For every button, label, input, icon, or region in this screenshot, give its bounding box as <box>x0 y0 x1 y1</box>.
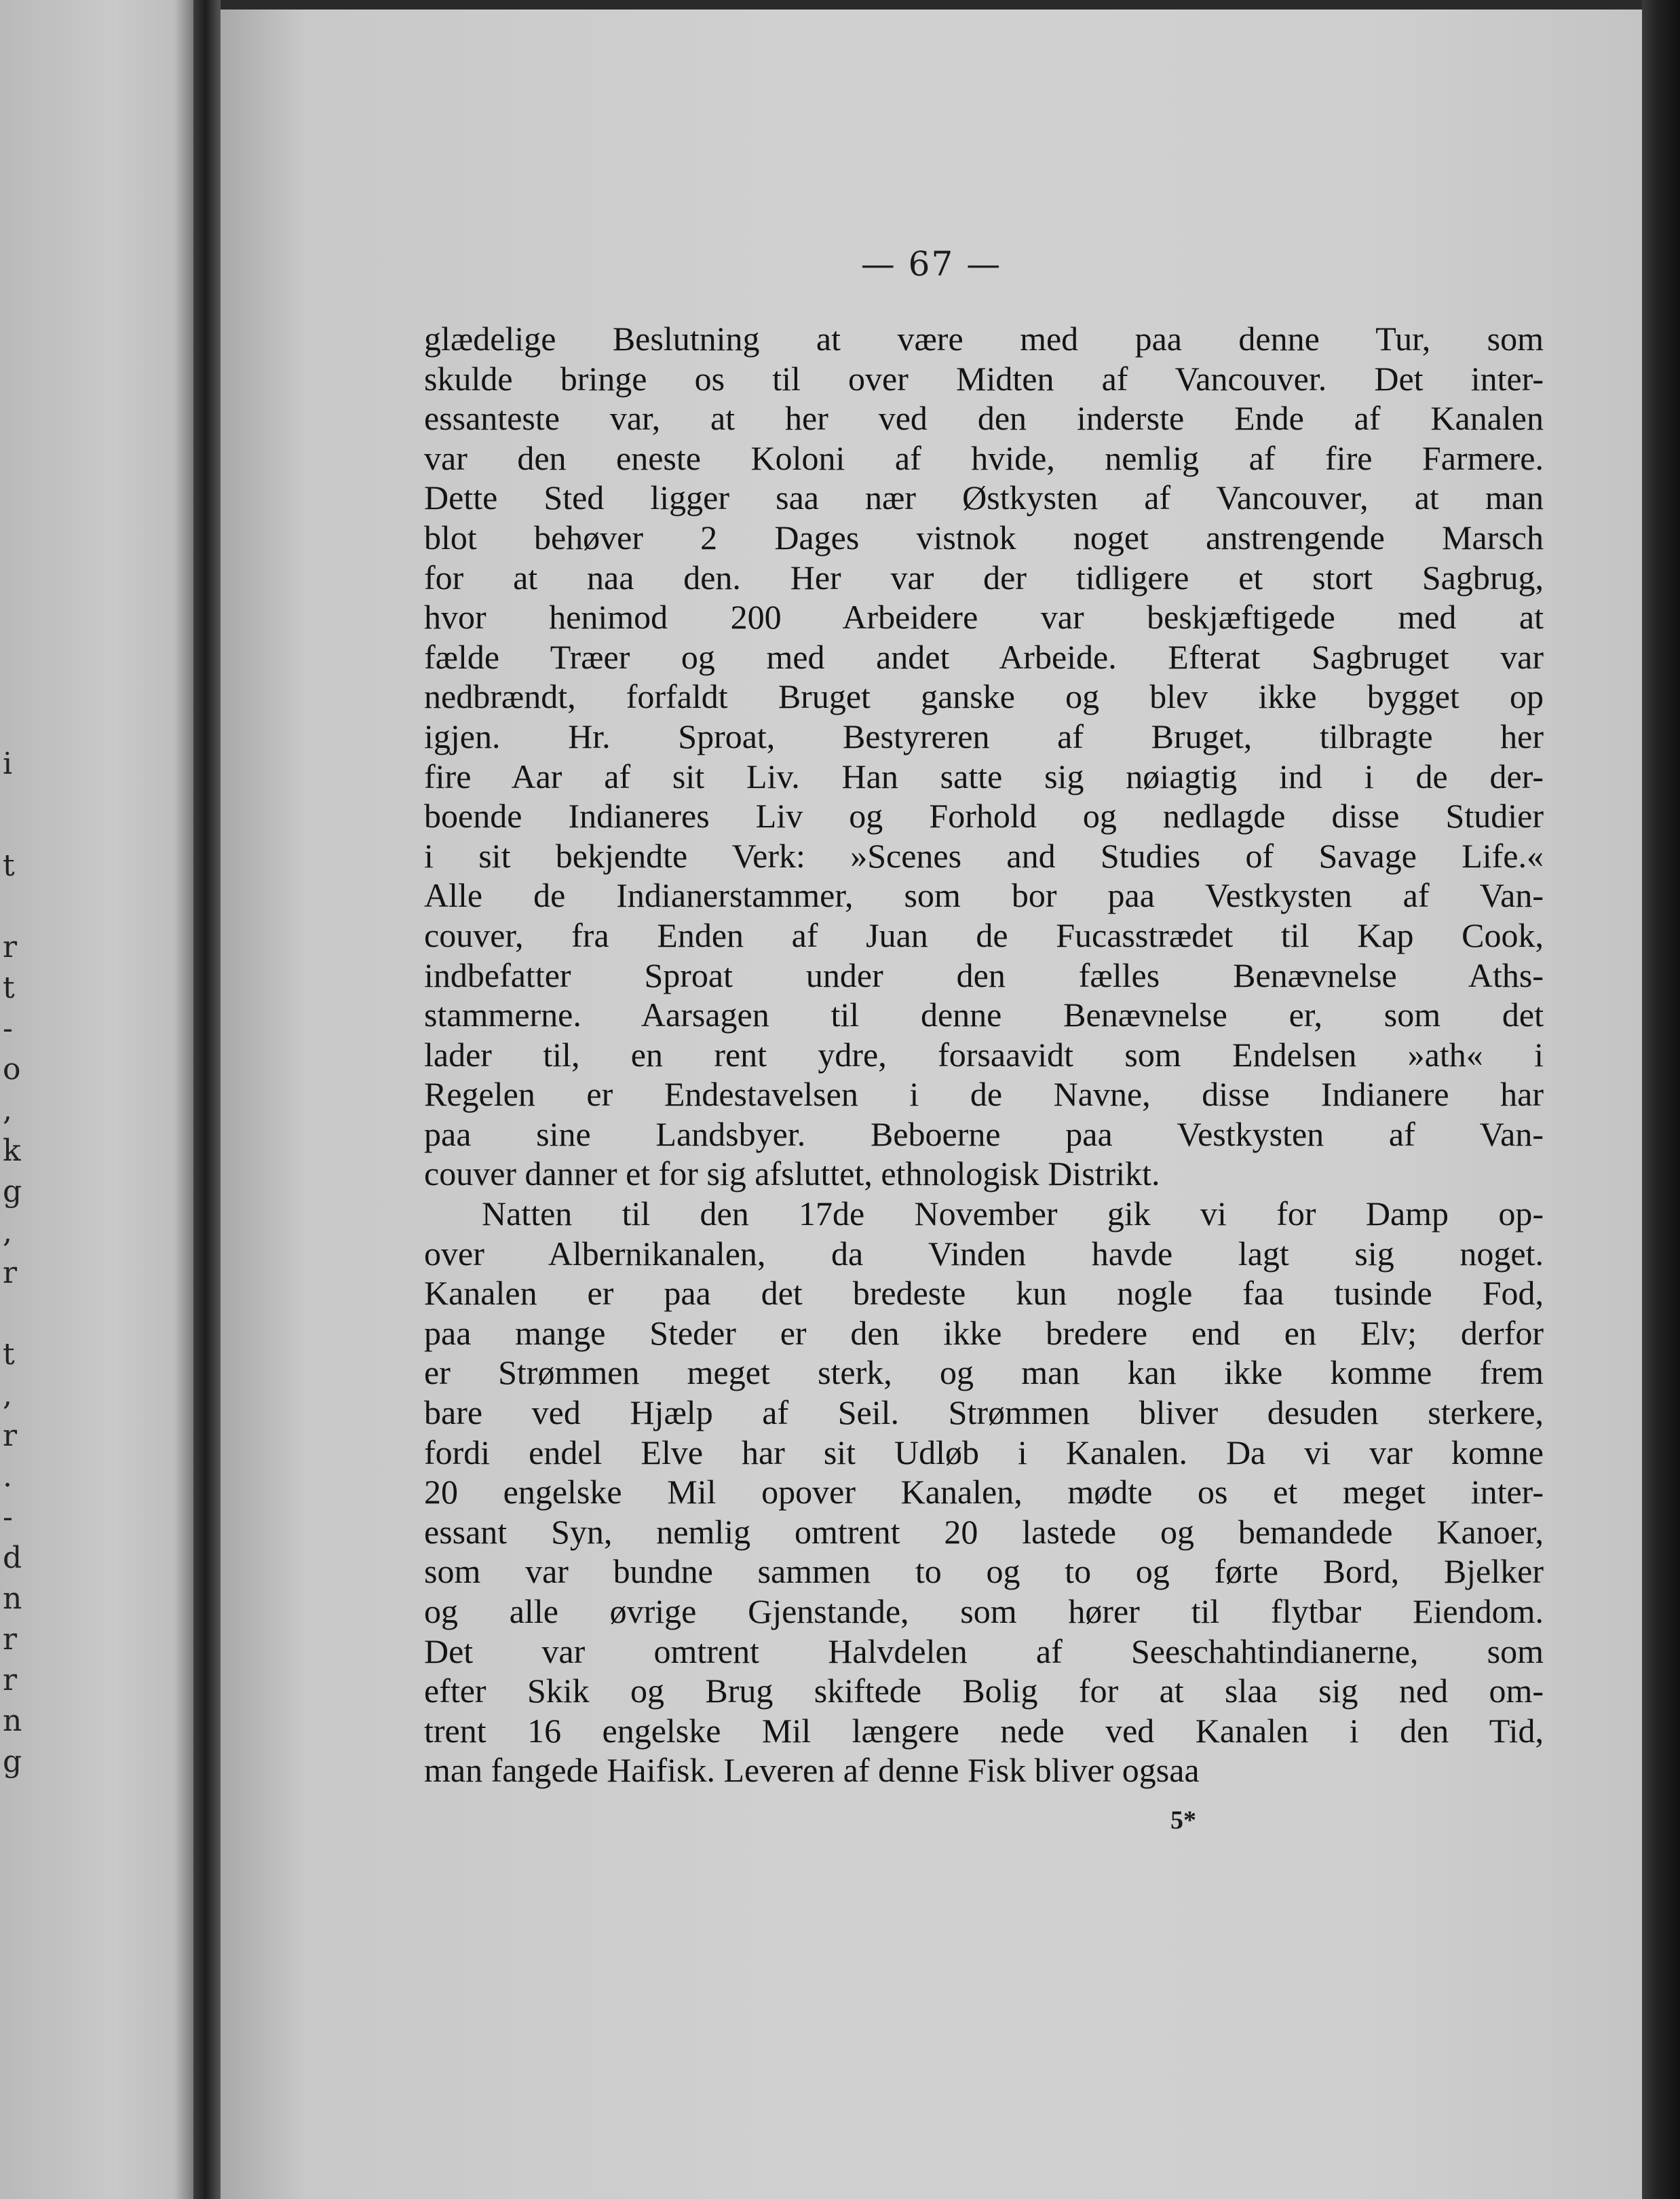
left-margin-char: o <box>3 1052 21 1087</box>
page-number: — 67 — <box>860 244 1002 284</box>
left-margin-char: i <box>3 747 13 781</box>
text-line: blot behøver 2 Dages vistnok noget anstrengende Marsch <box>424 518 1544 557</box>
left-margin-char: r <box>3 1622 18 1657</box>
text-line: essanteste var, at her ved den inderste Ende af Kanalen <box>424 399 1544 438</box>
text-line: trent 16 engelske Mil længere nede ved Kanalen i den Tid, <box>424 1711 1544 1750</box>
text-line: 20 engelske Mil opover Kanalen, mødte os et meget inter- <box>424 1473 1544 1511</box>
left-margin-char: , <box>3 1093 12 1127</box>
text-line: essant Syn, nemlig omtrent 20 lastede og bemandede Kanoer, <box>424 1512 1544 1551</box>
left-margin-char: t <box>3 1337 15 1372</box>
left-margin-char: . <box>3 1459 12 1494</box>
text-line: man fangede Haifisk. Leveren af denne Fisk bliver ogsaa <box>424 1751 1200 1790</box>
book-gutter <box>193 0 221 2199</box>
text-line: som var bundne sammen to og to og førte Bord, Bjelker <box>424 1552 1544 1591</box>
text-line: indbefatter Sproat under den fælles Benævnelse Aths- <box>424 956 1544 994</box>
text-line: couver, fra Enden af Juan de Fucasstrædet til Kap Cook, <box>424 916 1544 954</box>
text-line: paa mange Steder er den ikke bredere end en Elv; derfor <box>424 1313 1544 1352</box>
left-margin-char: - <box>3 1500 13 1535</box>
left-margin-char: d <box>3 1541 22 1575</box>
body-text <box>424 319 1544 1790</box>
page-top-edge <box>221 0 1642 10</box>
text-line: boende Indianeres Liv og Forhold og nedlagde disse Studier <box>424 797 1544 835</box>
left-margin-char: - <box>3 1011 13 1046</box>
text-line: paa sine Landsbyer. Beboerne paa Vestkysten af Van- <box>424 1114 1544 1153</box>
page-stack-edge <box>1642 0 1680 2199</box>
text-line: over Albernikanalen, da Vinden havde lagt sig noget. <box>424 1234 1544 1273</box>
text-line: couver danner et for sig afsluttet, ethnologisk Distrikt. <box>424 1154 1160 1193</box>
left-margin-char: n <box>3 1581 22 1616</box>
left-margin-char: r <box>3 1418 18 1453</box>
text-line: fælde Træer og med andet Arbeide. Efterat Sagbruget var <box>424 637 1544 676</box>
text-line: var den eneste Koloni af hvide, nemlig af fire Farmere. <box>424 438 1544 477</box>
text-line: glædelige Beslutning at være med paa denne Tur, som <box>424 320 1544 358</box>
text-line: bare ved Hjælp af Seil. Strømmen bliver desuden sterkere, <box>424 1393 1544 1432</box>
text-line: Alle de Indianerstammer, som bor paa Vestkysten af Van- <box>424 876 1544 915</box>
left-margin-char: r <box>3 1256 18 1290</box>
text-line: i sit bekjendte Verk: »Scenes and Studies of Savage Life.« <box>424 836 1544 875</box>
left-margin-char: , <box>3 1378 12 1412</box>
left-margin-char: g <box>3 1744 22 1779</box>
text-line: og alle øvrige Gjenstande, som hører til flytbar Eiendom. <box>424 1592 1544 1630</box>
text-line: Kanalen er paa det bredeste kun nogle faa tusinde Fod, <box>424 1274 1544 1313</box>
text-line: Natten til den 17de November gik vi for Damp op- <box>482 1195 1544 1233</box>
left-margin-char: t <box>3 971 15 1005</box>
text-line: er Strømmen meget sterk, og man kan ikke komme frem <box>424 1353 1544 1392</box>
text-line: stammerne. Aarsagen til denne Benævnelse er, som det <box>424 996 1544 1034</box>
left-margin-char: g <box>3 1174 22 1209</box>
text-line: hvor henimod 200 Arbeidere var beskjæftigede med at <box>424 598 1544 637</box>
left-margin-char: r <box>3 1663 18 1697</box>
left-page-cropped-text <box>0 0 27 2199</box>
text-line: fire Aar af sit Liv. Han satte sig nøiagtig ind i de der- <box>424 757 1544 795</box>
left-margin-char: n <box>3 1704 22 1738</box>
text-line: for at naa den. Her var der tidligere et stort Sagbrug, <box>424 558 1544 597</box>
left-margin-char: k <box>3 1133 21 1168</box>
left-margin-char: t <box>3 848 15 883</box>
text-line: lader til, en rent ydre, forsaavidt som Endelsen »ath« i <box>424 1035 1544 1074</box>
text-line: skulde bringe os til over Midten af Vancouver. Det inter- <box>424 359 1544 398</box>
text-line: Regelen er Endestavelsen i de Navne, disse Indianere har <box>424 1075 1544 1114</box>
facing-page-left <box>0 0 193 2199</box>
text-line: Dette Sted ligger saa nær Østkysten af Vancouver, at man <box>424 478 1544 517</box>
signature-mark: 5* <box>1170 1806 1196 1835</box>
text-line: Det var omtrent Halvdelen af Seeschahtindianerne, som <box>424 1632 1544 1670</box>
book-page <box>221 0 1642 2199</box>
text-line: efter Skik og Brug skiftede Bolig for at slaa sig ned om- <box>424 1672 1544 1710</box>
text-line: nedbrændt, forfaldt Bruget ganske og blev ikke bygget op <box>424 677 1544 716</box>
left-margin-char: r <box>3 930 18 964</box>
left-margin-char: , <box>3 1215 12 1249</box>
text-line: fordi endel Elve har sit Udløb i Kanalen. Da vi var komne <box>424 1433 1544 1471</box>
text-line: igjen. Hr. Sproat, Bestyreren af Bruget, tilbragte her <box>424 717 1544 755</box>
